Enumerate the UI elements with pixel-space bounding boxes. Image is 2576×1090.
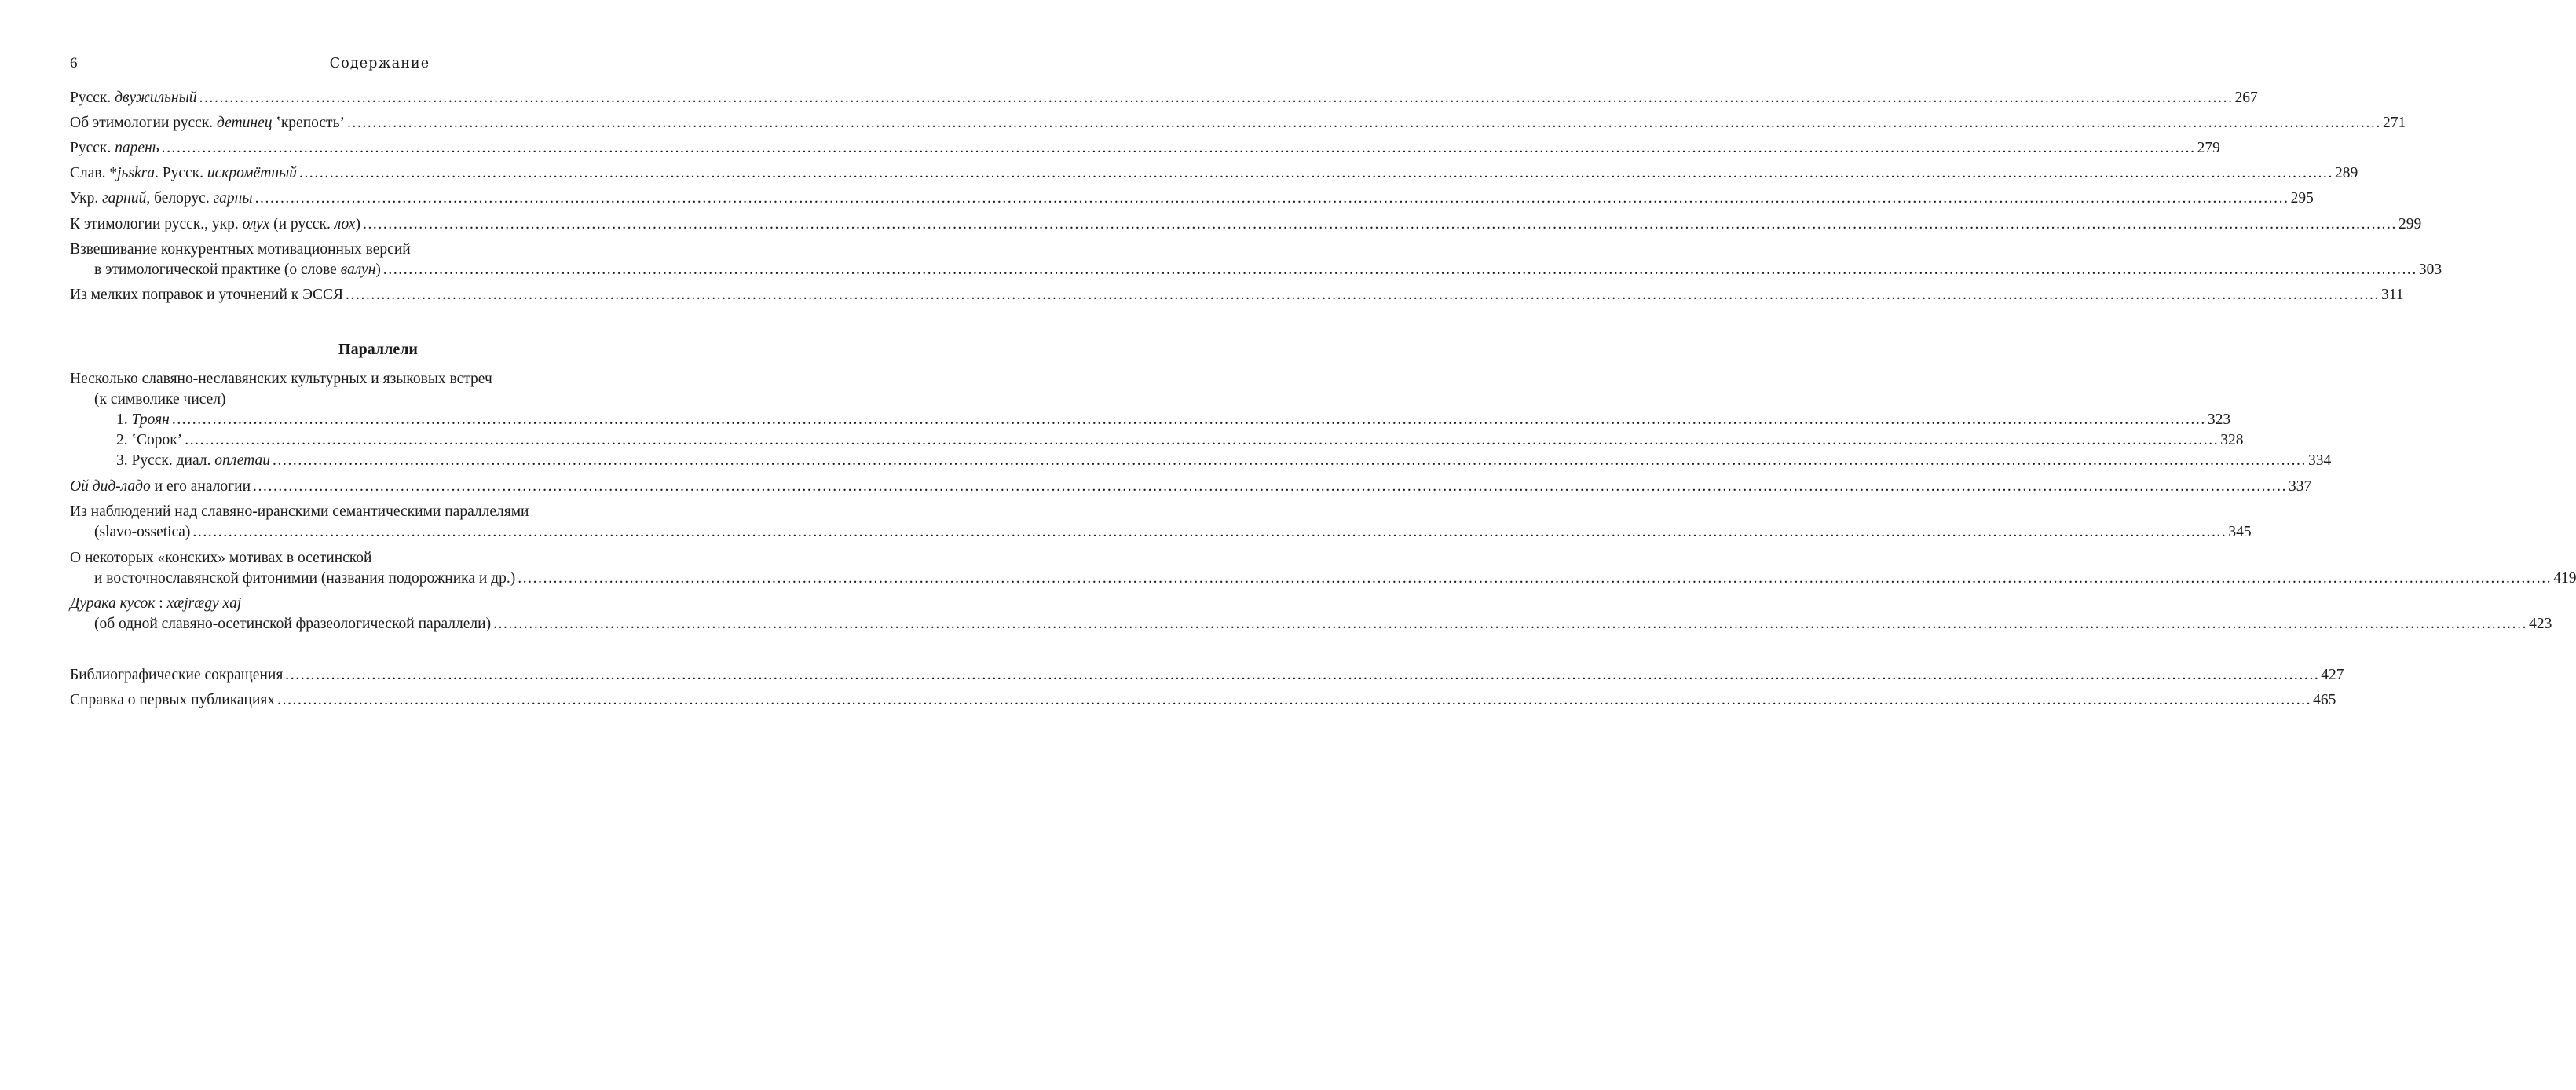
entry-page-number: 345 xyxy=(2228,524,2252,540)
dot-leader: ................................................................................................................................................................................................................................................................................................................................................................................................................ xyxy=(254,190,2289,207)
toc-entry-first-line xyxy=(70,241,686,262)
toc-entry-second-line xyxy=(94,391,686,411)
entry-title xyxy=(94,616,491,633)
toc-entry-line xyxy=(70,216,2422,236)
entry-text-run: олух xyxy=(242,216,270,232)
toc-entry-line xyxy=(116,411,2231,432)
dot-leader: ................................................................................................................................................................................................................................................................................................................................................................................................................ xyxy=(346,115,2381,131)
entry-text-run: Ой дид-ладо xyxy=(70,478,151,495)
entry-page-number: 311 xyxy=(2381,287,2404,303)
entry-title xyxy=(70,90,197,107)
entry-page-number: 271 xyxy=(2382,115,2406,131)
entry-text-run: (к символике чисел) xyxy=(94,391,226,408)
entry-text-run: xæjrægy xaj xyxy=(166,595,242,612)
entry-page-number: 337 xyxy=(2289,478,2312,495)
entry-text-run: двужильный xyxy=(115,90,197,106)
entry-text-run: ʽкрепость’ xyxy=(272,115,345,131)
entry-page-number: 334 xyxy=(2308,452,2332,469)
entry-page-number: 465 xyxy=(2313,692,2336,708)
entry-page-number: 267 xyxy=(2234,90,2258,106)
toc-entry-line xyxy=(70,667,2344,687)
entry-title xyxy=(70,667,283,684)
entry-title xyxy=(70,140,159,157)
entry-text-run: оплетаи xyxy=(214,452,271,469)
entry-text-run: Дурака кусок xyxy=(70,595,156,612)
page-header xyxy=(70,53,690,79)
toc-entry-line xyxy=(94,570,2576,591)
dot-leader: ................................................................................................................................................................................................................................................................................................................................................................................................................ xyxy=(161,140,2196,156)
entry-page-number: 303 xyxy=(2418,262,2442,278)
entry-text-run: валун xyxy=(340,262,376,278)
entry-title xyxy=(94,262,381,279)
entry-page-number: 419 xyxy=(2553,570,2576,587)
entry-text-run: . Русск. xyxy=(154,165,207,181)
entry-text-run: jьskra xyxy=(117,165,155,181)
entry-text-run: Справка о первых публикациях xyxy=(70,692,276,708)
entry-title xyxy=(70,216,360,233)
entry-title xyxy=(70,287,343,304)
dot-leader: ................................................................................................................................................................................................................................................................................................................................................................................................................ xyxy=(192,524,2227,540)
dot-leader: ................................................................................................................................................................................................................................................................................................................................................................................................................ xyxy=(171,411,2206,428)
entry-text-run: 1. xyxy=(116,411,132,428)
toc-entry-line xyxy=(116,432,2244,452)
entry-text-run: Троян xyxy=(131,411,170,428)
toc-entry-line xyxy=(70,190,2314,210)
entry-text-run: , белорус. xyxy=(146,190,214,207)
entry-text-run: Русск. xyxy=(70,90,115,106)
entry-title xyxy=(116,432,182,449)
entry-text-run: и его аналогии xyxy=(150,478,251,495)
toc-entry-line xyxy=(70,287,2404,307)
entry-page-number: 323 xyxy=(2207,411,2231,428)
dot-leader: ................................................................................................................................................................................................................................................................................................................................................................................................................ xyxy=(382,262,2417,278)
dot-leader: ................................................................................................................................................................................................................................................................................................................................................................................................................ xyxy=(253,478,2288,495)
toc-entry-first-line xyxy=(70,595,686,616)
toc-entry-line xyxy=(94,262,2442,282)
entry-text-run: К этимологии русск., укр. xyxy=(70,216,243,232)
toc-entry-line xyxy=(70,115,2406,135)
running-head: Содержание xyxy=(329,56,430,71)
toc-entry-first-line xyxy=(70,550,686,570)
entry-page-number: 295 xyxy=(2290,190,2314,207)
entry-page-number: 299 xyxy=(2398,216,2422,232)
entry-text-run: ) xyxy=(375,262,381,278)
entry-text-run: Из мелких поправок и уточнений к ЭССЯ xyxy=(70,287,344,303)
dot-leader: ................................................................................................................................................................................................................................................................................................................................................................................................................ xyxy=(273,452,2307,469)
toc-entry-line xyxy=(70,692,2336,712)
dot-leader: ................................................................................................................................................................................................................................................................................................................................................................................................................ xyxy=(199,90,2234,106)
entry-text-run: детинец xyxy=(217,115,273,131)
dot-leader: ................................................................................................................................................................................................................................................................................................................................................................................................................ xyxy=(362,216,2397,232)
entry-page-number: 279 xyxy=(2197,140,2220,156)
entry-text-run: (об одной славяно-осетинской фразеологической параллели) xyxy=(94,616,492,632)
entry-title xyxy=(94,524,190,541)
toc-entry-line xyxy=(116,452,2332,473)
entry-text-run: (slavo-ossetica) xyxy=(94,524,191,540)
entry-page-number: 423 xyxy=(2529,616,2552,632)
entry-text-run: лох xyxy=(334,216,356,232)
entry-title xyxy=(116,452,270,470)
entry-title xyxy=(70,115,345,132)
toc-entry-line xyxy=(70,90,2258,110)
dot-leader: ................................................................................................................................................................................................................................................................................................................................................................................................................ xyxy=(518,570,2552,587)
dot-leader: ................................................................................................................................................................................................................................................................................................................................................................................................................ xyxy=(185,432,2219,448)
entry-text-run: 2. ʽСорок’ xyxy=(116,432,183,448)
entry-text-run: Несколько славяно-неславянских культурных и языковых встреч xyxy=(70,371,492,387)
entry-text-run: гарны xyxy=(213,190,253,207)
entry-title xyxy=(116,411,170,429)
entry-text-run: в этимологической практике (о слове xyxy=(94,262,341,278)
entry-page-number: 328 xyxy=(2220,432,2244,448)
entry-text-run: парень xyxy=(115,140,159,156)
entry-text-run: Взвешивание конкурентных мотивационных версий xyxy=(70,241,411,258)
entry-text-run: ) xyxy=(355,216,360,232)
entry-text-run: О некоторых «конских» мотивах в осетинской xyxy=(70,550,372,566)
entry-title xyxy=(94,570,515,587)
toc-entry-line xyxy=(70,478,2312,499)
entry-text-run: гарний xyxy=(102,190,147,207)
section-title: Параллели xyxy=(338,341,418,358)
toc-entry-line xyxy=(94,616,2552,636)
dot-leader: ................................................................................................................................................................................................................................................................................................................................................................................................................ xyxy=(285,667,2320,683)
toc-entry-line xyxy=(70,140,2220,160)
entry-title xyxy=(70,692,275,709)
entry-text-run: искромётный xyxy=(207,165,297,181)
entry-page-number: 289 xyxy=(2334,165,2358,181)
entry-title xyxy=(70,190,253,207)
dot-leader: ................................................................................................................................................................................................................................................................................................................................................................................................................ xyxy=(493,616,2528,632)
dot-leader: ................................................................................................................................................................................................................................................................................................................................................................................................................ xyxy=(277,692,2312,708)
dot-leader: ................................................................................................................................................................................................................................................................................................................................................................................................................ xyxy=(346,287,2380,303)
entry-text-run: : xyxy=(155,595,167,612)
entry-text-run: Слав. * xyxy=(70,165,118,181)
entry-text-run: Из наблюдений над славяно-иранскими семантическими параллелями xyxy=(70,503,529,520)
entry-title xyxy=(70,165,297,182)
entry-text-run: Русск. xyxy=(70,140,115,156)
toc-entry-first-line xyxy=(70,371,686,391)
entry-text-run: Укр. xyxy=(70,190,103,207)
toc-entry-line xyxy=(70,165,2358,185)
entry-text-run: 3. Русск. диал. xyxy=(116,452,215,469)
entry-text-run: Библиографические сокращения xyxy=(70,667,284,683)
entry-text-run: (и русск. xyxy=(269,216,335,232)
page-number: 6 xyxy=(70,55,78,71)
entry-text-run: и восточнославянской фитонимии (названия подорожника и др.) xyxy=(94,570,516,587)
entry-title xyxy=(70,478,251,496)
toc-entry-line xyxy=(94,524,2252,544)
entry-text-run: Об этимологии русск. xyxy=(70,115,218,131)
toc-entry-first-line xyxy=(70,503,686,524)
entry-page-number: 427 xyxy=(2321,667,2344,683)
dot-leader: ................................................................................................................................................................................................................................................................................................................................................................................................................ xyxy=(298,165,2333,181)
